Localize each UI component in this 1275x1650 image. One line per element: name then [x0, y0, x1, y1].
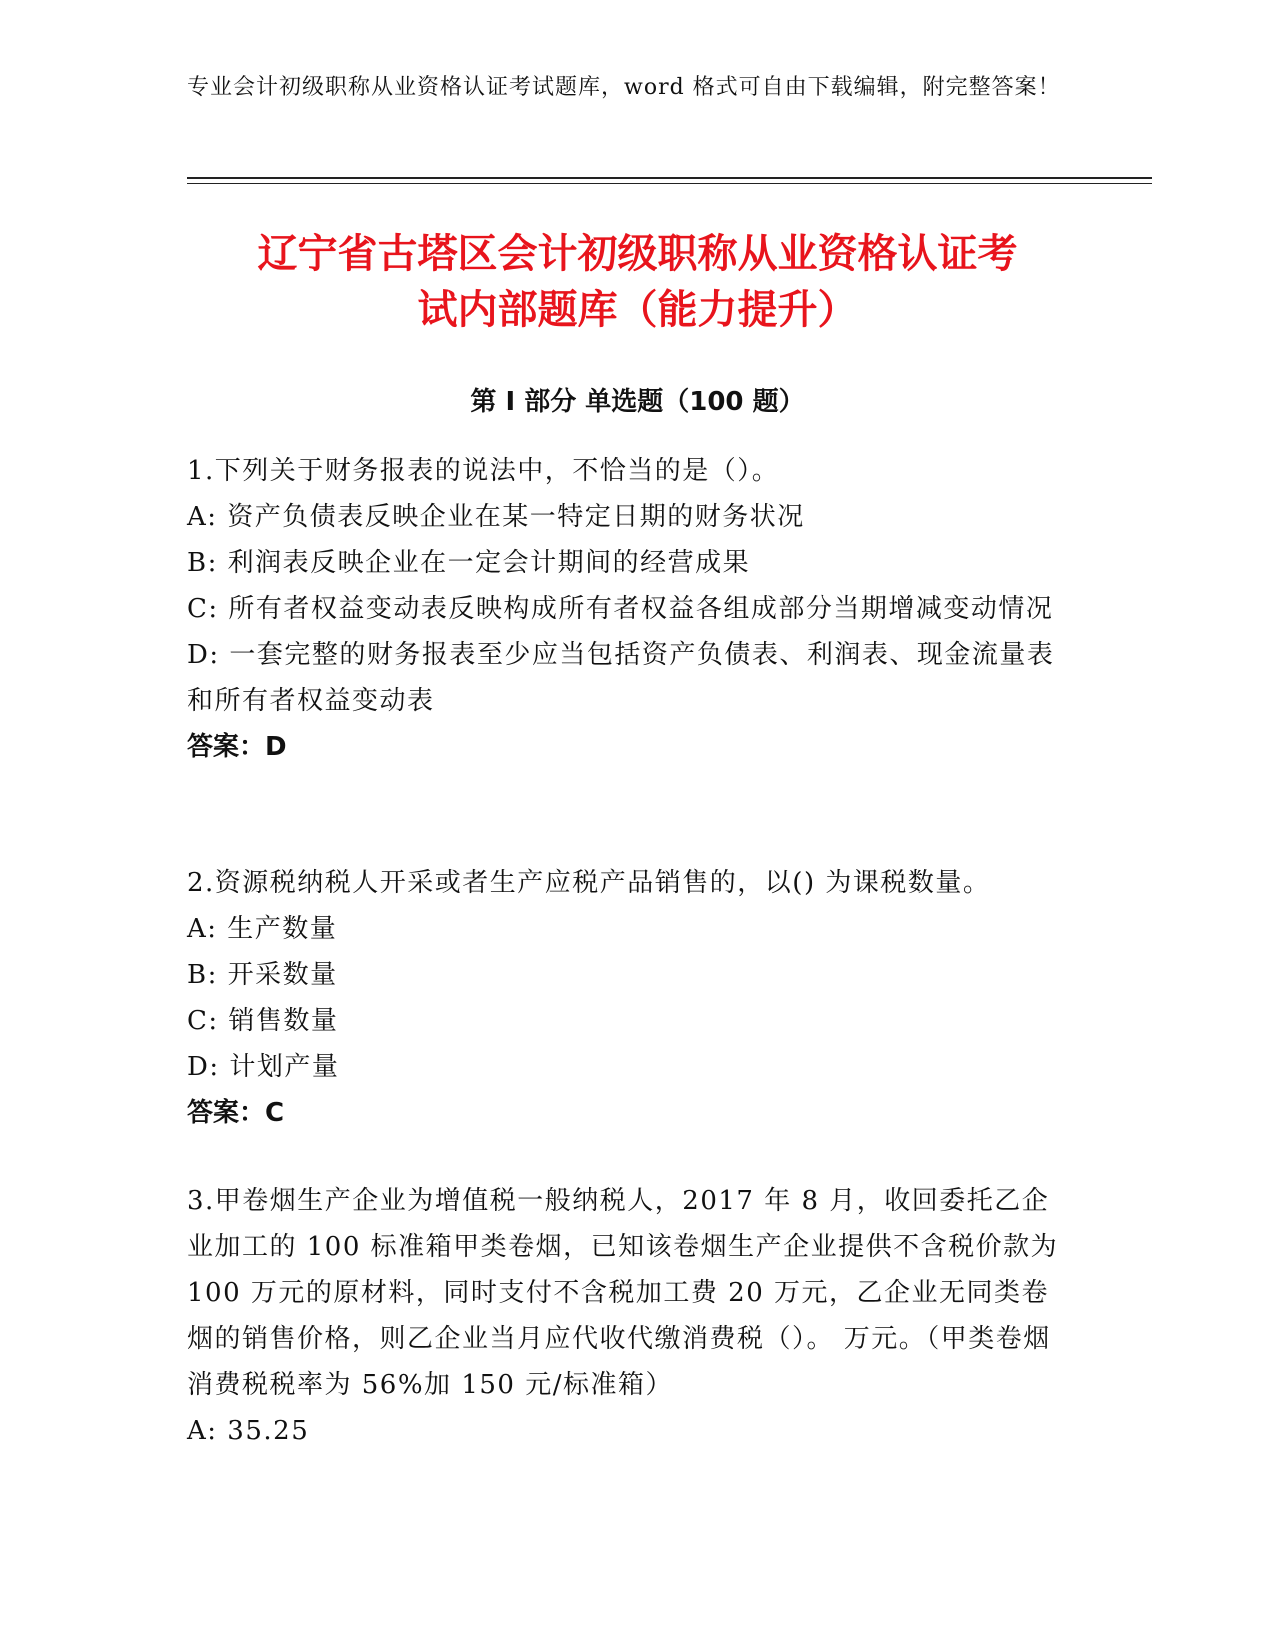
question-3: [187, 1178, 1067, 1454]
question-stem: 1.下列关于财务报表的说法中，不恰当的是（）。: [187, 456, 780, 486]
question-2: [187, 860, 1067, 1136]
option-c: C: 销售数量: [187, 1006, 339, 1036]
option-b: B: 开采数量: [187, 960, 338, 990]
header-note: 专业会计初级职称从业资格认证考试题库，word 格式可自由下载编辑，附完整答案！: [187, 75, 1061, 100]
question-stem: 3.甲卷烟生产企业为增值税一般纳税人，2017 年 8 月，收回委托乙企业加工的 100 标准箱甲类卷烟，已知该卷烟生产企业提供不含税价款为 100 万元的原材料，同时支付不含税加工费 20 万元，乙企业无同类卷烟的销售价格，则乙企业当月应代收代缴消费税（）。 万元。（甲类卷烟消费税税率为 56%加 150 元/标准箱）: [187, 1186, 1059, 1400]
option-d: D: 一套完整的财务报表至少应当包括资产负债表、利润表、现金流量表和所有者权益变动表: [187, 640, 1055, 716]
option-d: D: 计划产量: [187, 1052, 340, 1082]
question-1: [187, 448, 1067, 770]
question-stem: 2.资源税纳税人开采或者生产应税产品销售的，以() 为课税数量。: [187, 868, 991, 898]
document-title-line-2: 试内部题库（能力提升）: [417, 287, 858, 333]
option-a: A: 生产数量: [187, 914, 338, 944]
section-heading: 第 I 部分 单选题（100 题）: [470, 387, 805, 417]
answer: 答案：D: [187, 732, 287, 762]
option-b: B: 利润表反映企业在一定会计期间的经营成果: [187, 548, 751, 578]
answer: 答案：C: [187, 1098, 285, 1128]
header-rule-thin: [187, 183, 1152, 184]
option-c: C: 所有者权益变动表反映构成所有者权益各组成部分当期增减变动情况: [187, 594, 1054, 624]
document-title: [150, 226, 1125, 338]
header-rule-thick: [187, 177, 1152, 179]
option-a: A: 35.25: [187, 1416, 310, 1446]
option-a: A: 资产负债表反映企业在某一特定日期的财务状况: [187, 502, 805, 532]
document-title-line-1: 辽宁省古塔区会计初级职称从业资格认证考: [257, 231, 1018, 277]
